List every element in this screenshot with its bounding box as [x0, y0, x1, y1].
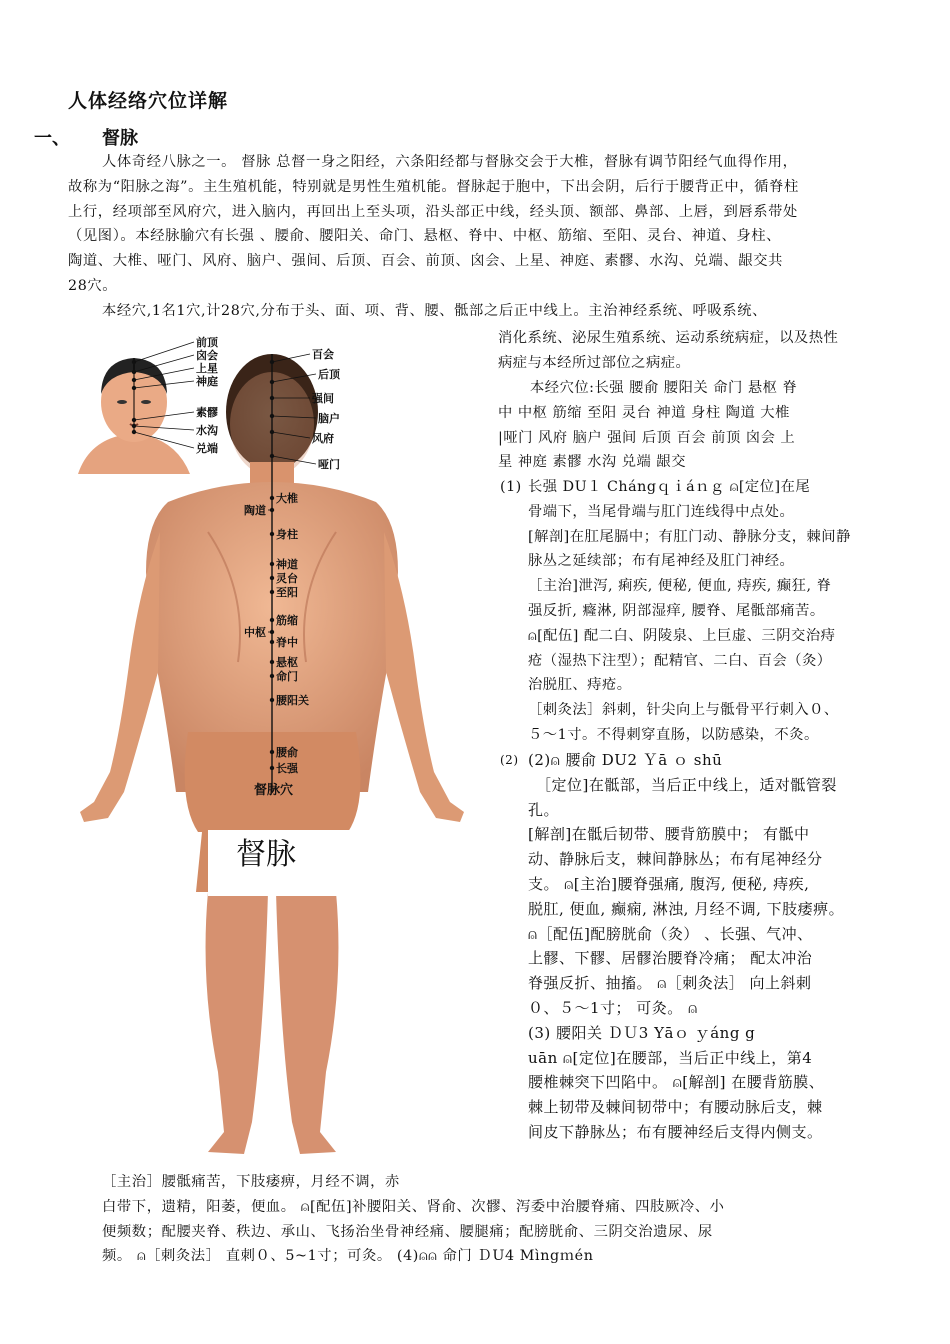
- spine-acupoint-label: 腰俞: [276, 746, 298, 759]
- spine-acupoint-label: 筋缩: [276, 614, 298, 627]
- du2-line: ０、５～1寸； 可灸。 ⍝: [528, 998, 698, 1017]
- face-acupoint-label: 囟会: [196, 349, 218, 362]
- du1-line: ⍝[配伍] 配二白、阴陵泉、上巨虚、三阴交治痔: [528, 627, 836, 644]
- bottom-paragraph: [102, 1170, 902, 1269]
- spine-acupoint-label: 长强: [276, 762, 298, 775]
- du1-line: ［刺灸法］斜刺，针尖向上与骶骨平行刺入０、: [528, 702, 839, 719]
- du2-entry: [528, 748, 844, 1145]
- face-acupoint-label: 神庭: [196, 375, 218, 388]
- du2-line: ［定位]在骶部，当后正中线上，适对骶管裂: [536, 775, 837, 794]
- du3-line: uān ⍝[定位]在腰部，当后正中线上，第4: [528, 1048, 813, 1067]
- bottom-line: 频。 ⍝［刺灸法］ 直刺０、5~1寸；可灸。 (4)⍝⍝ 命门 ＤU4 Mìngｍén: [102, 1248, 594, 1265]
- points-line: 星 神庭 素髎 水沟 兑端 龈交: [498, 454, 686, 471]
- meridian-figure: [68, 332, 480, 1172]
- du2-line: 上髎、下髎、居髎治腰脊冷痛； 配太冲治: [528, 949, 813, 968]
- du3-line: 棘上韧带及棘间韧带中；有腰动脉后支，棘: [528, 1098, 823, 1117]
- head-acupoint-label: 百会: [312, 348, 334, 361]
- head-acupoint-label: 哑门: [318, 458, 340, 471]
- head-acupoint-label: 强间: [312, 392, 334, 405]
- head-acupoint-label: 风府: [312, 432, 334, 445]
- points-line: |哑门 风府 脑户 强间 后顶 百会 前顶 囟会 上: [498, 429, 796, 446]
- du3-line: 腰椎棘突下凹陷中。 ⍝[解剖] 在腰背筋膜、: [528, 1073, 825, 1092]
- du2-line: 孔。: [528, 800, 560, 819]
- head-acupoint-label: 后顶: [318, 368, 340, 381]
- du1-line: 脉丛之延续部；布有尾神经及肛门神经。: [528, 553, 795, 570]
- du2-number: (2): [500, 753, 519, 767]
- section-heading: [34, 124, 138, 150]
- spine-acupoint-label: 身柱: [276, 528, 298, 541]
- du1-entry: [528, 475, 851, 748]
- side-acupoint-label: 陶道: [244, 504, 266, 517]
- figure-caption: 督脉: [236, 837, 296, 872]
- intro-line: 陶道、大椎、哑门、风府、脑户、强间、后顶、百会、前顶、囟会、上星、神庭、素髎、水沟、兑端、龈交共: [68, 253, 784, 270]
- du1-number: (1): [500, 479, 522, 495]
- face-acupoint-label: 水沟: [196, 424, 218, 437]
- summary-line: 本经穴,1名1穴,计28穴,分布于头、面、项、背、腰、骶部之后正中线上。主治神经系统、呼吸系统、: [102, 302, 767, 319]
- face-inset: [68, 332, 198, 474]
- summary-cont-line: 消化系统、泌尿生殖系统、运动系统病症，以及热性: [498, 330, 839, 346]
- spine-acupoint-label: 大椎: [276, 492, 298, 505]
- du2-line: 脊强反折、抽搐。 ⍝［刺灸法］ 向上斜刺: [528, 974, 812, 993]
- figure-bottom-label: 督脉穴: [254, 783, 294, 798]
- du1-line: [解剖]在肛尾膈中；有肛门动、静脉分支，棘间静: [528, 528, 851, 545]
- intro-line: 28穴。: [68, 277, 118, 294]
- intro-line: 故称为“阳脉之海”。主生殖机能，特别就是男性生殖机能。督脉起于胞中，下出会阴，后行于腰背正中，循脊柱: [68, 178, 799, 195]
- bottom-line: ［主治］腰骶痛苦，下肢痿痹，月经不调，赤: [102, 1174, 400, 1190]
- face-acupoint-label: 素髎: [196, 406, 218, 419]
- face-acupoint-label: 前顶: [196, 336, 218, 349]
- right-column-summary: [498, 326, 838, 376]
- du1-line: 长强 DU１ Chángｑｉáｎｇ ⍝[定位]在尾: [528, 479, 811, 495]
- spine-acupoint-label: 至阳: [276, 586, 298, 599]
- face-acupoint-label: 兑端: [196, 442, 218, 455]
- points-line: 中 中枢 筋缩 至阳 灵台 神道 身柱 陶道 大椎: [498, 404, 790, 421]
- spine-acupoint-label: 腰阳关: [276, 694, 309, 707]
- intro-line: （见图）。本经脉腧穴有长强 、腰俞、腰阳关、命门、悬枢、脊中、中枢、筋缩、至阳、灵台、神道、身柱、: [68, 228, 782, 245]
- du1-line: ５～1寸。不得刺穿直肠，以防感染，不灸。: [528, 726, 819, 743]
- spine-acupoint-label: 命门: [276, 670, 298, 683]
- du1-line: 治脱肛、痔疮。: [528, 677, 632, 694]
- summary-cont-line: 病症与本经所过部位之病症。: [498, 354, 691, 371]
- intro-line: 人体奇经八脉之一。 督脉 总督一身之阳经，六条阳经都与督脉交会于大椎，督脉有调节阳经气血得作用，: [102, 154, 798, 170]
- du2-line: 动、静脉后支，棘间静脉丛；布有尾神经分: [528, 850, 823, 869]
- du2-line: (2)⍝ 腰俞 DU2 Ｙā ｏ shū: [528, 751, 723, 769]
- intro-line: 上行，经项部至风府穴，进入脑内，再回出上至头项，沿头部正中线，经头顶、额部、鼻部、上唇，到唇系带处: [68, 203, 798, 220]
- spine-acupoint-label: 脊中: [276, 636, 298, 649]
- du2-line: 脱肛, 便血, 癫痫, 淋浊, 月经不调, 下肢痿痹。: [528, 899, 845, 918]
- section-number: 一、: [34, 128, 70, 149]
- section-name: 督脉: [102, 128, 138, 149]
- intro-paragraph: [68, 150, 888, 324]
- du2-line: [解剖]在骶后韧带、腰背筋膜中； 有骶中: [528, 825, 810, 844]
- du1-line: 骨端下，当尾骨端与肛门连线得中点处。: [528, 503, 795, 520]
- du1-line: ［主治]泄泻, 痢疾, 便秘, 便血, 痔疾, 癫狂, 脊: [528, 578, 832, 595]
- spine-acupoint-label: 神道: [276, 558, 298, 571]
- head-acupoint-label: 脑户: [318, 412, 340, 425]
- bottom-line: 便频数；配腰夹脊、秩边、承山、飞扬治坐骨神经痛、腰腿痛；配膀胱俞、三阴交治遗尿、尿: [102, 1223, 713, 1240]
- points-line: 本经穴位:长强 腰俞 腰阳关 命门 悬枢 脊: [530, 380, 798, 396]
- spine-acupoint-label: 灵台: [276, 572, 298, 585]
- du3-line: 间皮下静脉丛；布有腰神经后支得内侧支。: [528, 1122, 823, 1141]
- page-title: 人体经络穴位详解: [68, 90, 229, 112]
- points-list: [498, 376, 797, 475]
- du2-line: ⍝［配伍]配膀胱俞（灸） 、长强、气冲、: [528, 924, 813, 943]
- du1-line: 强反折, 癃淋, 阴部湿痒, 腰脊、尾骶部痛苦。: [528, 602, 825, 619]
- bottom-line: 白带下，遗精，阳萎，便血。 ⍝[配伍]补腰阳关、肾俞、次髎、泻委中治腰脊痛、四肢厥冷、小: [102, 1198, 725, 1215]
- face-acupoint-label: 上星: [196, 362, 218, 375]
- side-acupoint-label: 中枢: [244, 626, 266, 639]
- du3-line: (3) 腰阳关 ＤＵ3 Yāｏ ｙáng g: [528, 1023, 756, 1042]
- spine-acupoint-label: 悬枢: [276, 656, 298, 669]
- du1-line: 疮（湿热下注型）；配精官、二白、百会（灸）: [528, 652, 832, 669]
- du2-line: 支。 ⍝[主治]腰脊强痛, 腹泻, 便秘, 痔疾,: [528, 874, 810, 893]
